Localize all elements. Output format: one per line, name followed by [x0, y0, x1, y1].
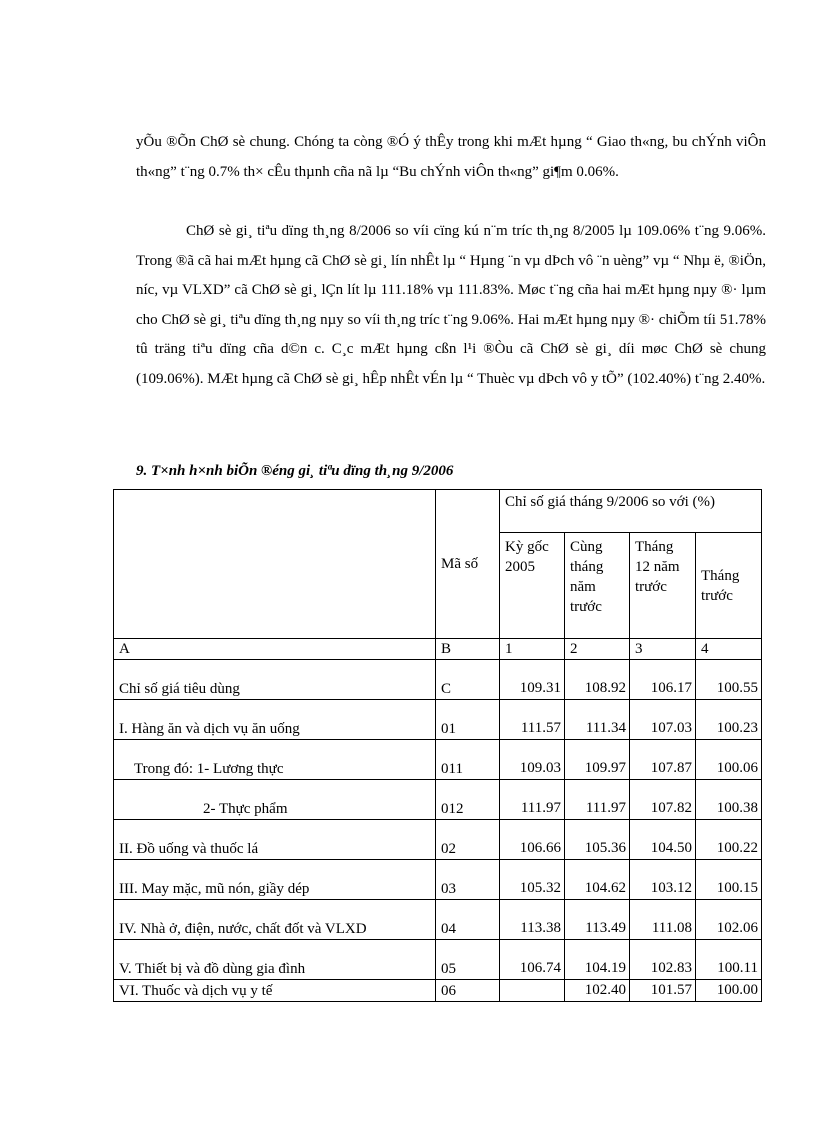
header-index-group: Chỉ số giá tháng 9/2006 so với (%) [500, 490, 762, 533]
paragraph-1: yÕu ®Õn ChØ sè chung. Chóng ta còng ®Ó ý thÊy trong khi mÆt hµng “ Giao th«ng, bu chÝnh viÔn th«ng” t¨ng 0.7% th× cÊu thµnh cña nã lµ “Bu chÝnh viÔn th«ng” gi¶m 0.06%. [136, 134, 766, 180]
row-label: III. May mặc, mũ nón, giầy dép [114, 860, 436, 900]
row-value-dec: 106.17 [630, 660, 696, 700]
row-value-dec: 101.57 [630, 980, 696, 1002]
row-value-yoy: 105.36 [565, 820, 630, 860]
row-value-mom: 100.55 [696, 660, 762, 700]
row-value-mom: 100.15 [696, 860, 762, 900]
table-row [114, 780, 762, 820]
row-code: 03 [436, 860, 500, 900]
index-cell-4: 4 [696, 639, 762, 660]
row-label: II. Đồ uống và thuốc lá [114, 820, 436, 860]
row-code: 011 [436, 740, 500, 780]
header-row-1 [114, 490, 762, 533]
row-value-base: 109.03 [500, 740, 565, 780]
row-value-base [500, 980, 565, 1002]
section-heading: 9. T×nh h×nh biÕn ®éng gi¸ tiªu dïng th¸ng 9/2006 [136, 463, 454, 479]
index-cell-3: 3 [630, 639, 696, 660]
row-value-yoy: 113.49 [565, 900, 630, 940]
row-value-base: 113.38 [500, 900, 565, 940]
row-value-mom: 100.00 [696, 980, 762, 1002]
row-value-base: 111.57 [500, 700, 565, 740]
table-row [114, 900, 762, 940]
row-label: V. Thiết bị và đồ dùng gia đình [114, 940, 436, 980]
row-value-mom: 100.23 [696, 700, 762, 740]
index-cell-2: 2 [565, 639, 630, 660]
table-row [114, 820, 762, 860]
row-code: C [436, 660, 500, 700]
row-code: 05 [436, 940, 500, 980]
row-value-dec: 104.50 [630, 820, 696, 860]
row-value-yoy: 108.92 [565, 660, 630, 700]
row-value-dec: 102.83 [630, 940, 696, 980]
row-value-dec: 107.82 [630, 780, 696, 820]
row-value-base: 105.32 [500, 860, 565, 900]
row-label: VI. Thuốc và dịch vụ y tế [114, 980, 436, 1002]
table-row [114, 700, 762, 740]
paragraph-2: ChØ sè gi¸ tiªu dïng th¸ng 8/2006 so víi cïng kú n¨m tríc th¸ng 8/2005 lµ 109.06% t¨ng 9.06%. Trong ®ã cã hai mÆt hµng cã ChØ sè gi¸ lín nhÊt lµ “ Hµng ¨n vµ dÞch vô ¨n uèng” vµ “ Nhµ ë, ®iÖn, níc, vµ VLXD” cã ChØ sè gi¸ lÇn lít lµ 111.18% vµ 111.83%. Møc t¨ng cña hai mÆt hµng nµy ®· lµm cho ChØ sè gi¸ tiªu dïng th¸ng nµy so víi th¸ng tríc t¨ng 9.06%. Hai mÆt hµng nµy ®· chiÕm tíi 51.78% tû träng tiªu dïng cña d©n c. C¸c mÆt hµng cßn l¹i ®Òu cã ChØ sè gi¸ díi møc ChØ sè chung (109.06%). MÆt hµng cã ChØ sè gi¸ hÊp nhÊt vÉn lµ “ Thuèc vµ dÞch vô y tÕ” (102.40%) t¨ng 2.40%. [136, 223, 766, 387]
row-value-dec: 111.08 [630, 900, 696, 940]
row-label: I. Hàng ăn và dịch vụ ăn uống [114, 700, 436, 740]
row-value-yoy: 102.40 [565, 980, 630, 1002]
row-value-yoy: 104.62 [565, 860, 630, 900]
cpi-table [113, 489, 762, 1002]
header-col-base-2005: Kỳ gốc 2005 [500, 533, 565, 639]
row-value-mom: 100.11 [696, 940, 762, 980]
row-value-dec: 107.03 [630, 700, 696, 740]
header-col-prev-month: Tháng trước [696, 533, 762, 639]
row-value-yoy: 104.19 [565, 940, 630, 980]
index-cell-1: 1 [500, 639, 565, 660]
table-row [114, 660, 762, 700]
row-value-yoy: 111.34 [565, 700, 630, 740]
row-value-mom: 100.06 [696, 740, 762, 780]
row-value-mom: 102.06 [696, 900, 762, 940]
header-blank-cell [114, 490, 436, 639]
row-value-base: 106.74 [500, 940, 565, 980]
table-row [114, 740, 762, 780]
row-value-base: 106.66 [500, 820, 565, 860]
row-code: 06 [436, 980, 500, 1002]
row-value-mom: 100.38 [696, 780, 762, 820]
header-code: Mã số [436, 490, 500, 639]
row-value-base: 109.31 [500, 660, 565, 700]
row-code: 04 [436, 900, 500, 940]
header-col-same-month: Cùng tháng năm trước [565, 533, 630, 639]
index-cell-a: A [114, 639, 436, 660]
index-row [114, 639, 762, 660]
row-code: 012 [436, 780, 500, 820]
row-code: 01 [436, 700, 500, 740]
row-value-mom: 100.22 [696, 820, 762, 860]
row-code: 02 [436, 820, 500, 860]
index-cell-b: B [436, 639, 500, 660]
row-value-base: 111.97 [500, 780, 565, 820]
row-value-yoy: 111.97 [565, 780, 630, 820]
row-label: Trong đó: 1- Lương thực [114, 740, 436, 780]
row-label: IV. Nhà ở, điện, nước, chất đốt và VLXD [114, 900, 436, 940]
row-value-dec: 107.87 [630, 740, 696, 780]
table-row [114, 860, 762, 900]
row-value-dec: 103.12 [630, 860, 696, 900]
row-value-yoy: 109.97 [565, 740, 630, 780]
row-label: 2- Thực phẩm [114, 780, 436, 820]
row-label: Chỉ số giá tiêu dùng [114, 660, 436, 700]
table-row [114, 940, 762, 980]
header-col-december: Tháng 12 năm trước [630, 533, 696, 639]
table-row [114, 980, 762, 1002]
